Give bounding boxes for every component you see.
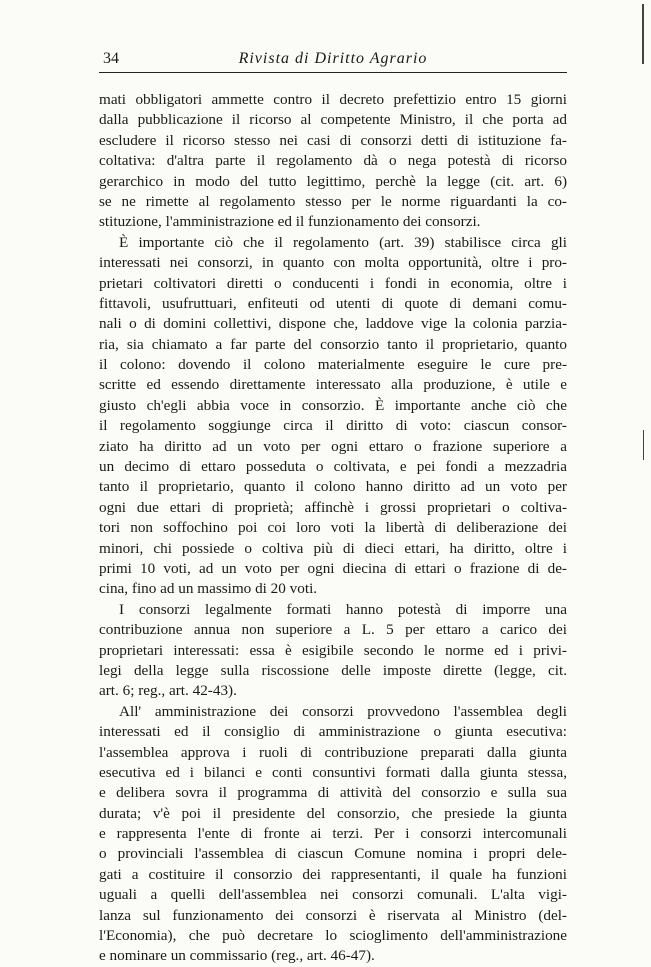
text-line: legi della legge sulla riscossione delle imposte dirette (legge, cit. xyxy=(99,661,567,679)
text-line: tanto il proprietario, quanto il colono hanno diritto ad un voto per xyxy=(99,478,567,496)
text-line: proprietari interessati: essa è esigibile secondo le norme ed i privi- xyxy=(99,641,567,659)
text-line: un decimo di ettaro posseduta o coltivata, e pei fondi a mezzadria xyxy=(99,458,567,476)
text-line: e rappresenta l'ente di fronte ai terzi. Per i consorzi intercomunali xyxy=(99,825,567,843)
text-line: È importante ciò che il regolamento (art. 39) stabilisce circa gli xyxy=(119,233,567,251)
text-line: coltativa: d'altra parte il regolamento dà o nega potestà di ricorso xyxy=(99,152,567,170)
paragraph xyxy=(99,600,567,702)
text-line: gati a costituire il consorzio dei rappresentanti, il quale ha funzioni xyxy=(99,865,567,883)
text-line: I consorzi legalmente formati hanno potestà di imporre una xyxy=(119,600,567,618)
text-line: primi 10 voti, ad un voto per ogni diecina di ettari o frazione di de- xyxy=(99,559,567,577)
text-line: scritte ed essendo direttamente interessato alla produzione, è utile e xyxy=(99,376,567,394)
text-line: nali o di domini collettivi, dispone che, laddove vige la colonia parzia- xyxy=(99,315,567,333)
text-line: gerarchico in modo del tutto legittimo, perchè la legge (cit. art. 6) xyxy=(99,172,567,190)
scan-edge-mark xyxy=(642,4,644,64)
text-line: All' amministrazione dei consorzi provvedono l'assemblea degli xyxy=(119,702,567,720)
text-line: o provinciali l'assemblea di ciascun Comune nomina i propri dele- xyxy=(99,845,567,863)
scan-edge-mark xyxy=(643,430,644,460)
running-header xyxy=(99,48,567,73)
text-line: cina, fino ad un massimo di 20 voti. xyxy=(99,580,318,598)
text-line: contribuzione annua non superiore a L. 5 per ettaro a carico dei xyxy=(99,621,567,639)
text-line: durata; v'è poi il presidente del consorzio, che presiede la giunta xyxy=(99,804,567,822)
text-line: l'Economia), che può decretare lo scioglimento dell'amministrazione xyxy=(99,927,567,945)
text-line: ria, sia chiamato a far parte del consorzio tanto il proprietario, quanto xyxy=(99,335,567,353)
body-text xyxy=(99,90,567,967)
paragraph xyxy=(99,90,567,233)
running-title: Rivista di Diritto Agrario xyxy=(238,50,428,67)
text-line: stituzione, l'amministrazione ed il funzionamento dei consorzi. xyxy=(99,213,481,231)
text-line: se ne rimette al regolamento stesso per le norme riguardanti la co- xyxy=(99,192,567,210)
text-line: il colono: dovendo il colono materialmente eseguire le cure pre- xyxy=(99,356,567,374)
text-line: il regolamento soggiunge circa il diritto di voto: ciascun consor- xyxy=(99,417,567,435)
text-line: interessati nei consorzi, in quanto con molta opportunità, oltre i pro- xyxy=(99,254,567,272)
text-line: uguali a quelli dell'assemblea nei consorzi comunali. L'alta vigi- xyxy=(99,886,567,904)
text-line: l'assemblea approva i ruoli di contribuzione preparati dalla giunta xyxy=(99,743,567,761)
text-line: interessati ed il consiglio di amministrazione o giunta esecutiva: xyxy=(99,723,567,741)
text-line: e delibera sovra il programma di attività del consorzio e sulla sua xyxy=(99,784,567,802)
page-number: 34 xyxy=(103,50,119,67)
text-line: giusto ch'egli abbia voce in consorzio. È importante anche ciò che xyxy=(99,396,567,414)
text-line: art. 6; reg., art. 42-43). xyxy=(99,682,237,700)
text-line: minori, chi possiede o coltiva più di dieci ettari, ha diritto, oltre i xyxy=(99,539,567,557)
text-line: esecutiva ed i bilanci e conti consuntivi formati dalla giunta stessa, xyxy=(99,763,567,781)
text-line: prietari coltivatori diretti o conducenti i fondi in economia, oltre i xyxy=(99,274,567,292)
text-line: fittavoli, usufruttuari, enfiteuti od utenti di quote di demani comu- xyxy=(99,294,567,312)
paragraph xyxy=(99,233,567,600)
text-line: e nominare un commissario (reg., art. 46-47). xyxy=(99,947,375,965)
text-line: mati obbligatori ammette contro il decreto prefettizio entro 15 giorni xyxy=(99,91,567,108)
text-line: ziato ha diritto ad un voto per ogni ettaro o frazione superiore a xyxy=(99,437,567,455)
text-line: lanza sul funzionamento dei consorzi è riservata al Ministro (del- xyxy=(99,906,567,924)
paragraph xyxy=(99,702,567,967)
text-line: ogni due ettari di proprietà; affinchè i grossi proprietari o coltiva- xyxy=(99,498,567,516)
text-line: escludere il ricorso stesso nei casi di consorzi detti di istituzione fa- xyxy=(99,131,567,149)
text-line: dalla pubblicazione il ricorso al competente Ministro, il che porta ad xyxy=(99,111,567,129)
text-line: tori non soffochino poi coi loro voti la libertà di deliberazione dei xyxy=(99,519,567,537)
